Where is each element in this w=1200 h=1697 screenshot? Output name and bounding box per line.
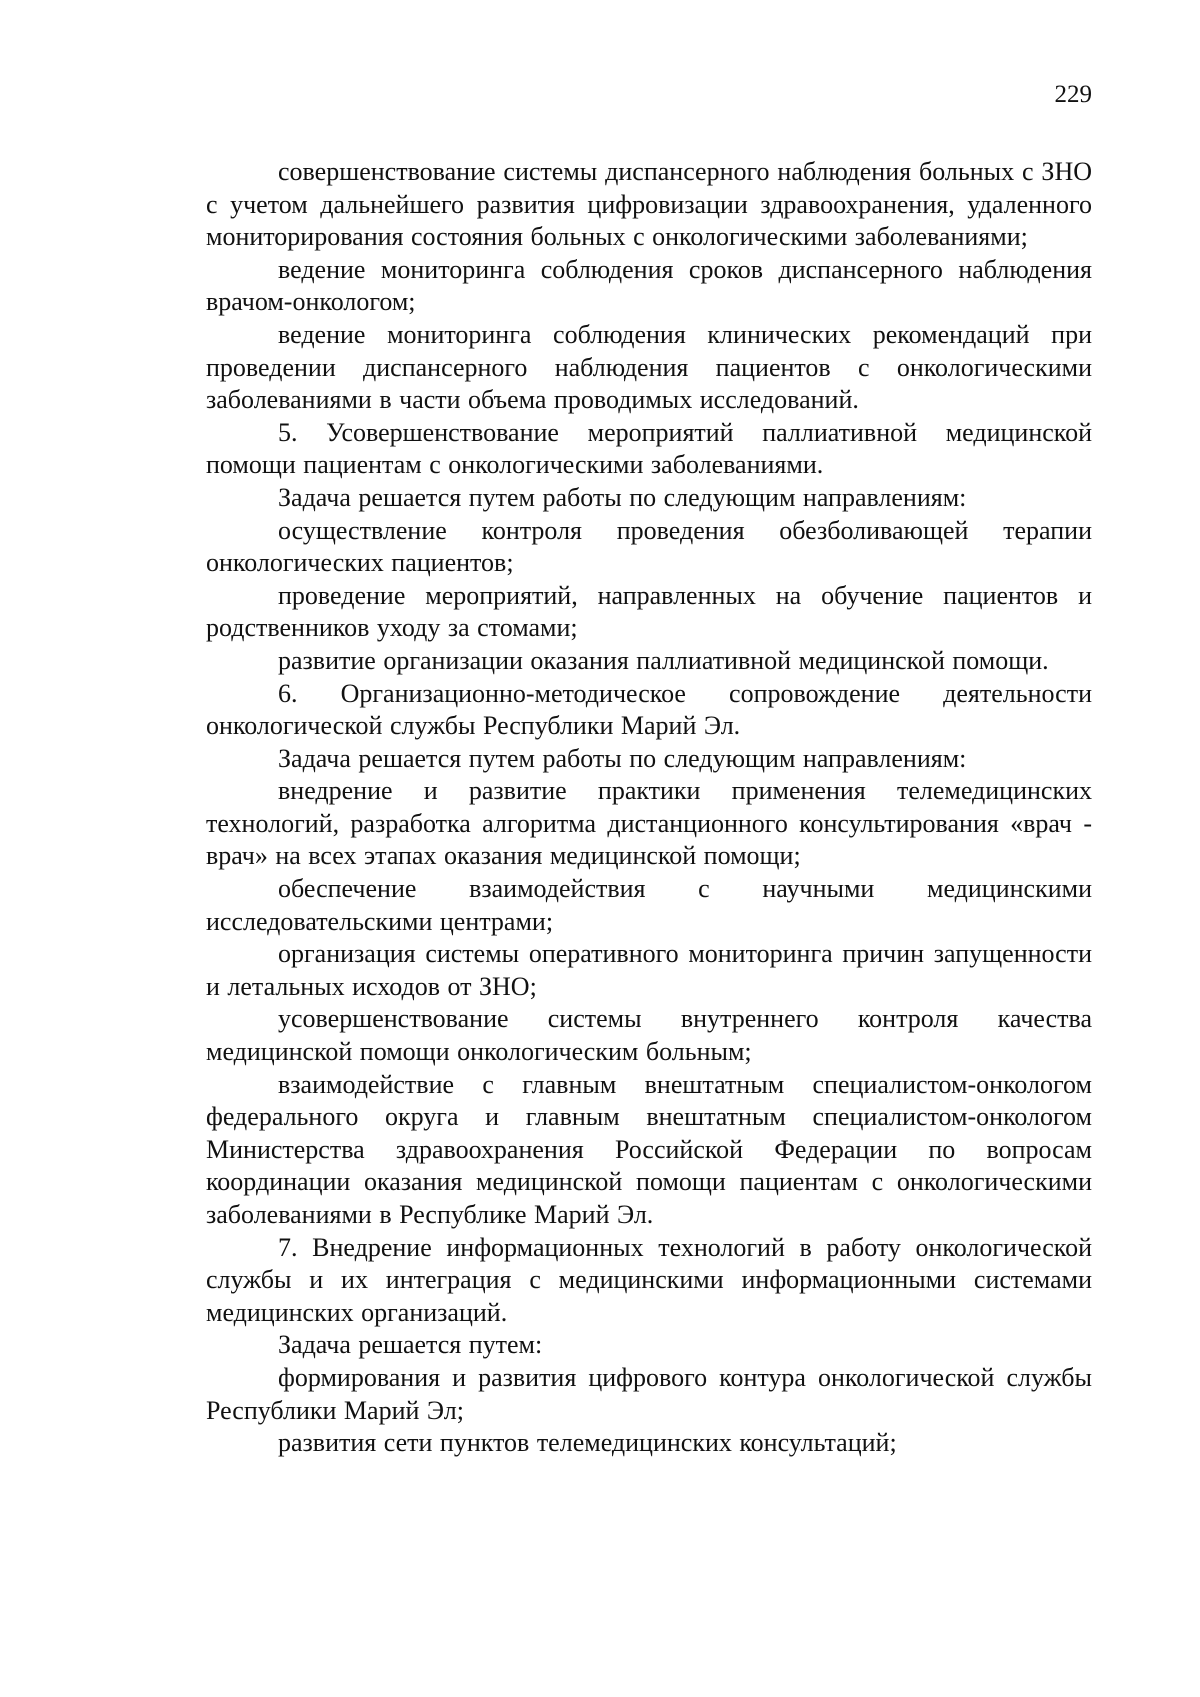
paragraph-task-solved-by: Задача решается путем: bbox=[278, 1330, 543, 1360]
paragraph-task-directions: Задача решается путем работы по следующим направлениям: bbox=[278, 743, 967, 773]
paragraph-monitoring-recommendations: ведение мониторинга соблюдения клинических рекомендаций при проведении диспансерного наблюдения пациентов с онкологическими заболеваниями в части объема проводимых исследований. bbox=[206, 319, 1092, 415]
paragraph-pain-therapy-control: осуществление контроля проведения обезболивающей терапии онкологических пациентов; bbox=[206, 515, 1092, 578]
paragraph-task-directions: Задача решается путем работы по следующим направлениям: bbox=[278, 482, 967, 512]
paragraph-palliative-development: развитие организации оказания паллиативной медицинской помощи. bbox=[278, 645, 1049, 675]
paragraph-stoma-training: проведение мероприятий, направленных на обучение пациентов и родственников уходу за стомами; bbox=[206, 580, 1092, 643]
paragraph-telemedicine-network: развития сети пунктов телемедицинских консультаций; bbox=[278, 1428, 897, 1458]
paragraph-telemedicine: внедрение и развитие практики применения телемедицинских технологий, разработка алгоритма дистанционного консультирования «врач - врач» на всех этапах оказания медицинской помощи; bbox=[206, 776, 1092, 871]
section-heading-7: 7. Внедрение информационных технологий в работу онкологической службы и их интеграция с медицинскими информационными системами медицинских организаций. bbox=[206, 1232, 1092, 1327]
section-heading-6: 6. Организационно-методическое сопровождение деятельности онкологической службы Республики Марий Эл. bbox=[206, 678, 1092, 741]
paragraph-dispensary-improvement: совершенствование системы диспансерного наблюдения больных с ЗНО с учетом дальнейшего развития цифровизации здравоохранения, удаленного мониторирования состояния больных с онкологическими заболеваниями; bbox=[206, 157, 1092, 252]
page-number: 229 bbox=[1054, 81, 1092, 108]
paragraph-digital-contour: формирования и развития цифрового контура онкологической службы Республики Марий Эл; bbox=[206, 1362, 1092, 1425]
document-body bbox=[206, 156, 1092, 1460]
section-heading-5: 5. Усовершенствование мероприятий паллиативной медицинской помощи пациентам с онкологическими заболеваниями. bbox=[206, 417, 1092, 480]
paragraph-quality-control: усовершенствование системы внутреннего контроля качества медицинской помощи онкологическим больным; bbox=[206, 1004, 1092, 1067]
paragraph-chief-oncologist-interaction: взаимодействие с главным внештатным специалистом-онкологом федерального округа и главным внештатным специалистом-онкологом Министерства здравоохранения Российской Федерации по вопросам координации оказания медицинской помощи пациентам с онкологическими заболеваниями в Республике Марий Эл. bbox=[206, 1069, 1092, 1229]
paragraph-monitoring-terms: ведение мониторинга соблюдения сроков диспансерного наблюдения врачом-онкологом; bbox=[206, 254, 1092, 317]
paragraph-monitoring-causes: организация системы оперативного мониторинга причин запущенности и летальных исходов от ЗНО; bbox=[206, 939, 1092, 1001]
paragraph-research-centers: обеспечение взаимодействия с научными медицинскими исследовательскими центрами; bbox=[206, 874, 1092, 936]
